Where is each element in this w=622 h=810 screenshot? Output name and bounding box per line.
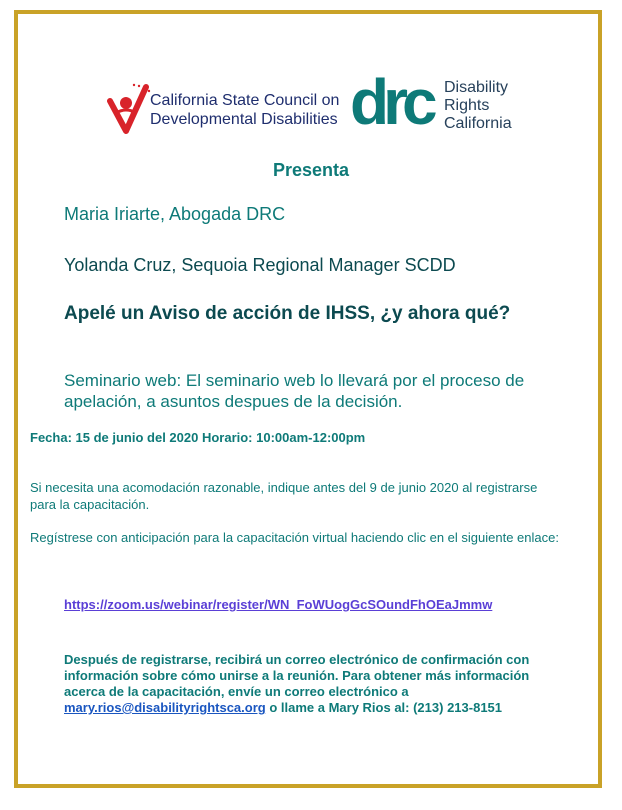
register-prompt: Regístrese con anticipación para la capacitación virtual haciendo clic en el siguiente enlace: — [30, 530, 559, 545]
scdd-logo-text — [150, 91, 339, 129]
closing-text: Después de registrarse, recibirá un correo electrónico de confirmación con información sobre cómo unirse a la reunión. Para obtener más información acerca de la capacitación, envíe un correo electrónico a — [64, 652, 530, 699]
drc-logo — [348, 62, 528, 138]
scdd-emblem-icon — [106, 83, 152, 137]
drc-logo-line3: California — [444, 115, 512, 132]
scdd-logo — [106, 83, 342, 139]
speaker-1: Maria Iriarte, Abogada DRC — [64, 204, 286, 224]
drc-logo-text — [444, 79, 512, 133]
drc-logo-line2: Rights — [444, 97, 490, 114]
registration-link[interactable]: https://zoom.us/webinar/register/WN_FoWUogGcSOundFhOEaJmmw — [64, 597, 493, 612]
drc-mark-text: drc — [350, 66, 432, 134]
accommodation-note: Si necesita una acomodación razonable, indique antes del 9 de junio 2020 al registrarse para la capacitación. — [30, 480, 538, 512]
closing-paragraph — [64, 652, 564, 716]
scdd-logo-line2: Developmental Disabilities — [150, 111, 338, 128]
presenta-heading: Presenta — [272, 160, 350, 180]
closing-phone-text: o llame a Mary Rios al: (213) 213-8151 — [265, 700, 503, 715]
webinar-description: Seminario web: El seminario web lo llevará por el proceso de apelación, a asuntos despues de la decisión. — [64, 371, 525, 411]
drc-logo-line1: Disability — [444, 79, 509, 96]
webinar-title: Apelé un Aviso de acción de IHSS, ¿y ahora qué? — [64, 303, 511, 324]
drc-emblem-icon — [348, 62, 440, 134]
email-link[interactable]: mary.rios@disabilityrightsca.org — [64, 700, 266, 715]
scdd-logo-line1: California State Council on — [150, 92, 340, 109]
date-time: Fecha: 15 de junio del 2020 Horario: 10:00am-12:00pm — [30, 430, 366, 445]
speaker-2: Yolanda Cruz, Sequoia Regional Manager SCDD — [64, 255, 456, 275]
